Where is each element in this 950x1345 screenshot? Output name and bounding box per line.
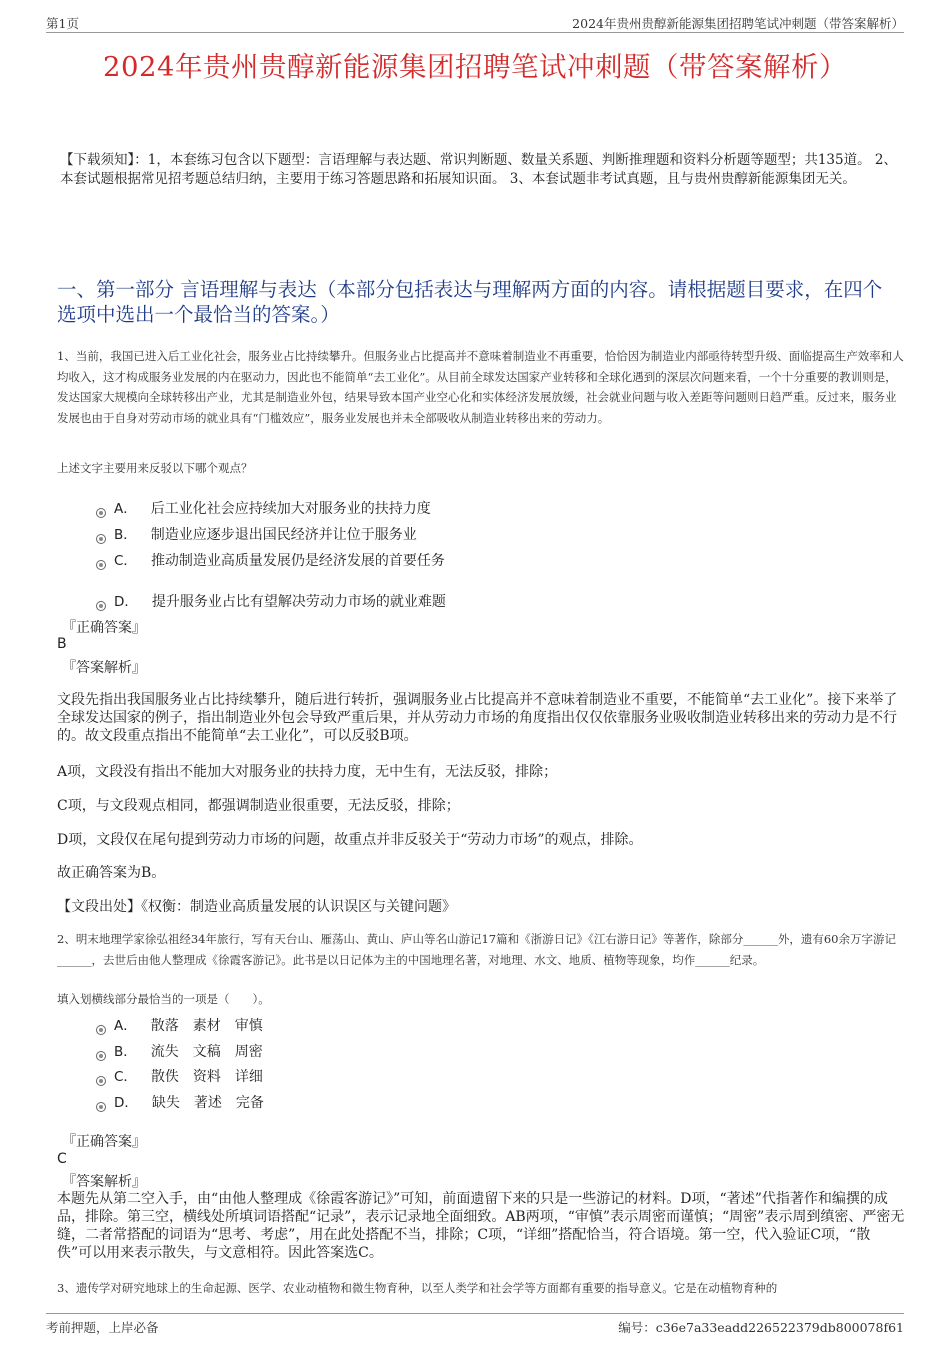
q1-analysis-d: D项，文段仅在尾句提到劳动力市场的问题，故重点并非反驳关于“劳动力市场”的观点，排除。 bbox=[57, 832, 643, 848]
q1-option-d[interactable]: D． 提升服务业占比有望解决劳动力市场的就业难题 bbox=[96, 590, 446, 611]
q2-option-b[interactable]: B． 流失 文稿 周密 bbox=[96, 1040, 263, 1061]
q2-answer: C bbox=[57, 1151, 67, 1167]
page-footer bbox=[46, 1313, 904, 1334]
q2-option-c[interactable]: C． 散佚 资料 详细 bbox=[96, 1065, 263, 1086]
radio-icon[interactable] bbox=[96, 560, 106, 570]
footer-slogan: 考前押题，上岸必备 bbox=[46, 1320, 159, 1335]
radio-icon[interactable] bbox=[96, 1051, 106, 1061]
radio-icon[interactable] bbox=[96, 1076, 106, 1086]
q2-option-d[interactable]: D． 缺失 著述 完备 bbox=[96, 1091, 264, 1112]
section-heading: 一、第一部分 言语理解与表达（本部分包括表达与理解两方面的内容。请根据题目要求，在四个选项中选出一个最恰当的答案。） bbox=[57, 278, 883, 326]
page-header bbox=[46, 14, 904, 33]
q2-option-a[interactable]: A． 散落 素材 审慎 bbox=[96, 1014, 263, 1035]
q1-analysis-label: 『答案解析』 bbox=[62, 660, 146, 676]
q1-analysis-c: C项，与文段观点相同，都强调制造业很重要，无法反驳，排除； bbox=[57, 798, 460, 814]
q1-analysis-paragraph: 文段先指出我国服务业占比持续攀升，随后进行转折，强调服务业占比提高并不意味着制造业不重要，不能简单“去工业化”。接下来举了全球发达国家的例子，指出制造业外包会导致严重后果，并从劳动力市场的角度指出仅仅依靠服务业吸收制造业转移出来的劳动力是不行的。故文段重点指出不能简单“去工业化”，可以反驳B项。 bbox=[57, 692, 898, 744]
q1-option-c[interactable]: C． 推动制造业高质量发展仍是经济发展的首要任务 bbox=[96, 549, 445, 570]
radio-icon[interactable] bbox=[96, 1102, 106, 1112]
header-doc-title: 2024年贵州贵醇新能源集团招聘笔试冲刺题（带答案解析） bbox=[572, 16, 904, 31]
q1-answer-label: 『正确答案』 bbox=[62, 620, 146, 636]
question-1-prompt: 上述文字主要用来反驳以下哪个观点？ bbox=[57, 461, 253, 475]
radio-icon[interactable] bbox=[96, 508, 106, 518]
q1-source: 【文段出处】《权衡：制造业高质量发展的认识误区与关键问题》 bbox=[57, 899, 456, 915]
footer-serial: 编号：c36e7a33eadd226522379db800078f61 bbox=[618, 1320, 904, 1335]
q2-answer-label: 『正确答案』 bbox=[62, 1134, 146, 1150]
q1-analysis-a: A项，文段没有指出不能加大对服务业的扶持力度，无中生有，无法反驳，排除； bbox=[57, 764, 558, 780]
document-title: 2024年贵州贵醇新能源集团招聘笔试冲刺题（带答案解析） bbox=[103, 51, 847, 83]
page-number: 第1页 bbox=[46, 16, 79, 31]
question-1-stem: 1、当前，我国已进入后工业化社会，服务业占比持续攀升。但服务业占比提高并不意味着制造业不再重要，恰恰因为制造业内部亟待转型升级、面临提高生产效率和人均收入，这才构成服务业发展的内在驱动力，因此也不能简单“去工业化”。从目前全球发达国家产业转移和全球化遇到的深层次问题来看，一个十分重要的教训则是，发达国家大规模向全球转移出产业，尤其是制造业外包，结果导致本国产业空心化和实体经济发展放缓，社会就业问题与收入差距等问题则日趋严重。反过来，服务业发展也由于自身对劳动市场的就业具有“门槛效应”，服务业发展也并未全部吸收从制造业转移出来的劳动力。 bbox=[57, 349, 904, 425]
q1-answer: B bbox=[57, 636, 67, 652]
question-3-stem: 3、遗传学对研究地球上的生命起源、医学、农业动植物和微生物育种，以至人类学和社会学等方面都有重要的指导意义。它是在动植物育种的 bbox=[57, 1281, 778, 1295]
radio-icon[interactable] bbox=[96, 1025, 106, 1035]
q1-option-a[interactable]: A． 后工业化社会应持续加大对服务业的扶持力度 bbox=[96, 497, 431, 518]
question-2-prompt: 填入划横线部分最恰当的一项是（ ）。 bbox=[57, 992, 270, 1006]
q1-option-b[interactable]: B． 制造业应逐步退出国民经济并让位于服务业 bbox=[96, 523, 417, 544]
q2-analysis-label: 『答案解析』 bbox=[62, 1174, 146, 1190]
question-2-stem: 2、明末地理学家徐弘祖经34年旅行，写有天台山、雁荡山、黄山、庐山等名山游记17篇和《浙游日记》《江右游日记》等著作，除部分______外，遗有60余万字游记______，去世后由他人整理成《徐霞客游记》。此书是以日记体为主的中国地理名著，对地理、水文、地质、植物等现象，均作______纪录。 bbox=[57, 932, 896, 967]
radio-icon[interactable] bbox=[96, 601, 106, 611]
radio-icon[interactable] bbox=[96, 534, 106, 544]
download-notice: 【下载须知】：1，本套练习包含以下题型：言语理解与表达题、常识判断题、数量关系题、判断推理题和资料分析题等题型；共135道。 2、本套试题根据常见招考题总结归纳，主要用于练习答题思路和拓展知识面。 3、本套试题非考试真题，且与贵州贵醇新能源集团无关。 bbox=[60, 152, 897, 187]
q2-analysis: 本题先从第二空入手，由“由他人整理成《徐霞客游记》”可知，前面遗留下来的只是一些游记的材料。D项，“著述”代指著作和编撰的成品，排除。第三空，横线处所填词语搭配“记录”，表示记录地全面细致。AB两项，“审慎”表示周密而谨慎；“周密”表示周到缜密、严密无缝，二者常搭配的词语为“思考、考虑”，用在此处搭配不当，排除；C项，“详细”搭配恰当，符合语境。第一空，代入验证C项，“散佚”可以用来表示散失，与文意相符。因此答案选C。 bbox=[57, 1191, 905, 1261]
q1-analysis-conclusion: 故正确答案为B。 bbox=[57, 865, 166, 881]
